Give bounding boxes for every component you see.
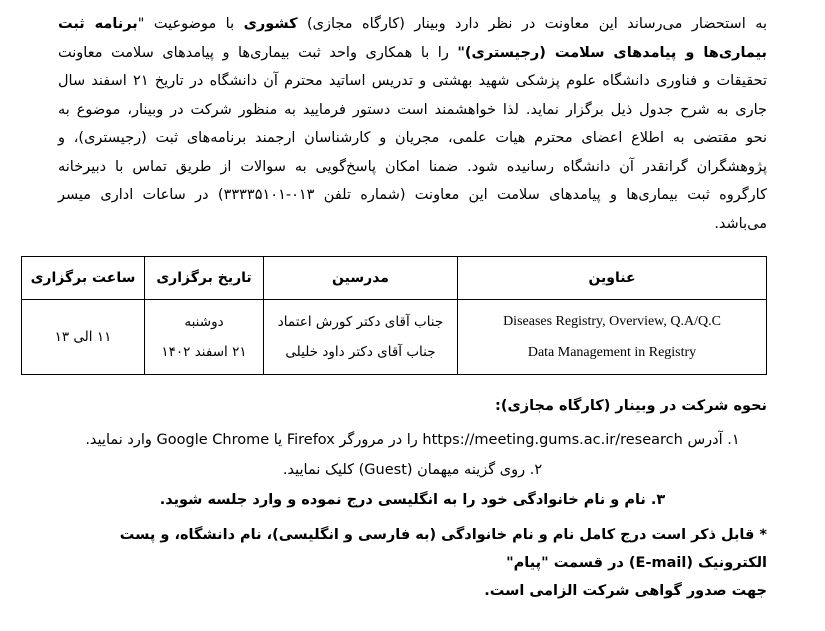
column-header-date: تاریخ برگزاری bbox=[145, 257, 264, 300]
cell-time: ۱۱ الی ۱۳ bbox=[22, 300, 145, 375]
schedule-table bbox=[21, 256, 767, 375]
list-item: ۳. نام و نام خانوادگی خود را به انگلیسی درج نموده و وارد جلسه شوید. bbox=[159, 492, 666, 508]
instructions-list bbox=[58, 425, 767, 515]
table-header-row bbox=[22, 257, 767, 300]
column-header-time: ساعت برگزاری bbox=[22, 257, 145, 300]
teacher-line-1: جناب آقای دکتر کورش اعتماد bbox=[277, 314, 444, 330]
schedule-table-wrapper bbox=[30, 256, 767, 375]
intro-bold-title-part1: برنامه ثبت بیماری‌ها و پیامدهای سلامت (رجیستری)" bbox=[58, 16, 767, 61]
cell-teachers bbox=[264, 300, 458, 375]
intro-paragraph: به استحضار می‌رساند این معاونت در نظر دارد وبینار (کارگاه مجازی) کشوری با موضوعیت "برنامه ثبت بیماری‌ها و پیامدهای سلامت (رجیستری)" را با همکاری واحد ثبت بیماری‌ها و پیامدهای سلامت معاونت تحقیقات و فناوری دانشگاه علوم پزشکی شهید بهشتی و تدریس اساتید محترم آن دانشگاه در تاریخ ۲۱ اسفند سال جاری به شرح جدول ذیل برگزار نماید. لذا خواهشمند است دستور فرمایید به منظور شرکت در وبینار، موضوع به نحو مقتضی به اطلاع اعضای محترم هیات علمی، مجریان و کارشناسان ارجمند برنامه‌های ثبت (رجیستری)، و پژوهشگران گرانقدر آن دانشگاه رسانیده شود. ضمنا امکان پاسخ‌گویی به سوالات از طریق تماس با دبیرخانه کارگروه ثبت بیماری‌ها و پیامدهای سلامت این معاونت (شماره تلفن ۰۱۳-۳۳۳۳۵۱۰۱) در ساعات اداری میسر می‌باشد. bbox=[58, 16, 768, 232]
cell-topics bbox=[458, 300, 767, 375]
date-day: دوشنبه bbox=[184, 314, 224, 330]
note-line-2: جهت صدور گواهی شرکت الزامی است. bbox=[484, 583, 767, 599]
intro-bold-country: کشوری bbox=[243, 16, 298, 32]
column-header-teachers: مدرسین bbox=[264, 257, 458, 300]
list-item: ۲. روی گزینه میهمان (Guest) کلیک نمایید. bbox=[282, 462, 543, 478]
instructions-section bbox=[58, 391, 767, 605]
instructions-heading: نحوه شرکت در وبینار (کارگاه مجازی): bbox=[495, 398, 767, 414]
instructions-note bbox=[58, 521, 767, 605]
table-row bbox=[22, 300, 767, 375]
note-line-1: * قابل ذکر است درج کامل نام و نام خانوادگی (به فارسی و انگلیسی)، نام دانشگاه، و پست الکترونیک (E-mail) در قسمت "پیام" bbox=[119, 527, 767, 571]
list-item: ۱. آدرس https://meeting.gums.ac.ir/research را در مرورگر Firefox یا Google Chrome وارد نمایید. bbox=[85, 432, 740, 448]
teacher-line-2: جناب آقای دکتر داود خلیلی bbox=[285, 344, 436, 360]
topic-line-1: Diseases Registry, Overview, Q.A/Q.C bbox=[503, 314, 721, 329]
date-value: ۲۱ اسفند ۱۴۰۲ bbox=[161, 344, 247, 360]
column-header-topics: عناوین bbox=[458, 257, 767, 300]
cell-date bbox=[145, 300, 264, 375]
topic-line-2: Data Management in Registry bbox=[527, 345, 697, 360]
